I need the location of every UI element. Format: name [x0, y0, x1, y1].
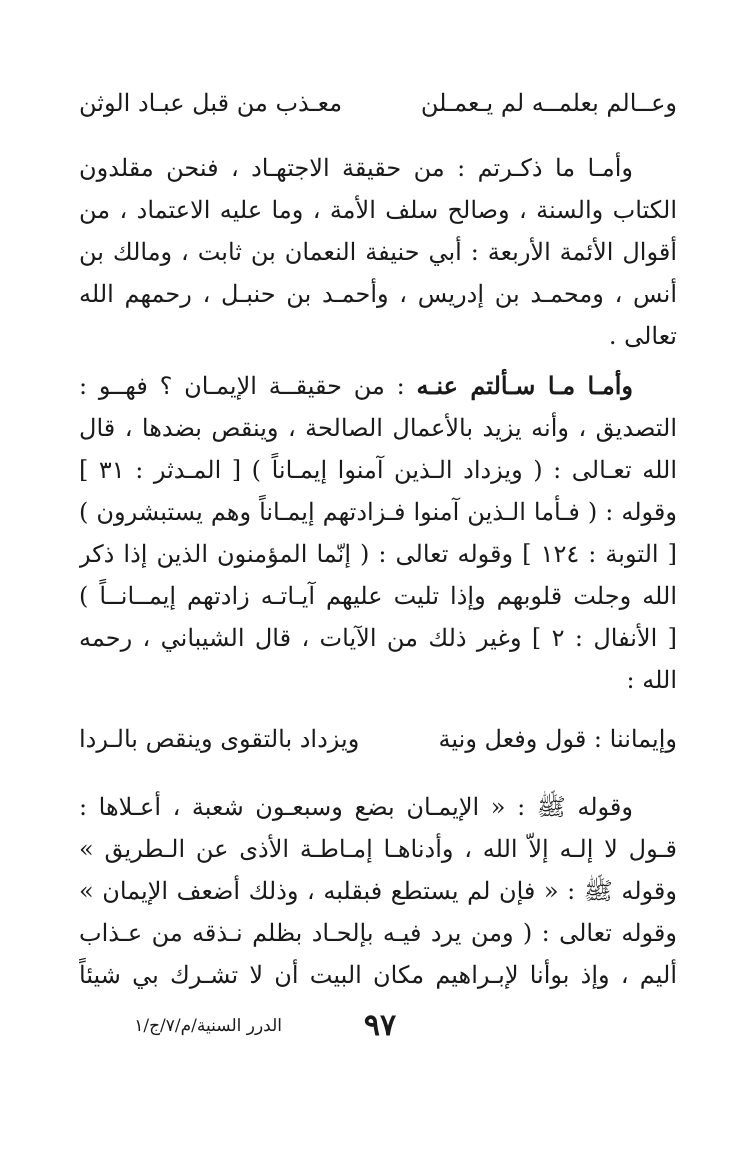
- verse-line-middle: [79, 718, 677, 760]
- paragraph-line: وقوله تعالى : ( ومن يرد فيـه بإلحـاد بظلم نـذقه من عـذاب: [79, 919, 677, 947]
- paragraph-line: وقوله : ( فـأما الـذين آمنوا فـزادتهم إيمـاناً وهم يستبشرون ): [79, 498, 677, 526]
- paragraph-line: تعالى .: [608, 322, 677, 350]
- paragraph-line: [ الأنفال : ٢ ] وغير ذلك من الآيات ، قال الشيباني ، رحمه: [79, 624, 677, 652]
- paragraph-line: قـول لا إلـه إلاّ الله ، وأدناهـا إمـاطـة الأذى عن الـطريق »: [79, 835, 677, 863]
- page-number: ٩٧: [363, 1008, 397, 1043]
- verse-hemistich-right: وعــالم بعلمــه لم يـعمـلن: [420, 89, 677, 117]
- paragraph-line: التصديق ، وأنه يزيد بالأعمال الصالحة ، وينقص بضدها ، قال: [79, 414, 677, 442]
- paragraph-line: وأمـا ما ذكـرتم : من حقيقة الاجتهـاد ، فنحن مقلدون: [79, 154, 633, 182]
- paragraph-heading-line: [79, 365, 677, 407]
- section-lead-rest: : من حقيقــة الإيمـان ؟ فهــو :: [79, 372, 417, 400]
- paragraph-line: الله تعـالى : ( ويزداد الـذين آمنوا إيمـاناً ) [ المـدثر : ٣١ ]: [79, 456, 677, 484]
- verse-hemistich-left: ويزداد بالتقوى وينقص بالـردا: [79, 725, 360, 753]
- section-lead: وأمـا مـا سـألتم عنـه: [416, 371, 633, 400]
- paragraph-line: وقوله ﷺ : « الإيمـان بضع وسبعـون شعبة ، أعـلاها :: [79, 793, 633, 821]
- verse-line-top: [79, 82, 677, 124]
- verse-hemistich-right: وإيماننا : قول وفعل ونية: [438, 725, 677, 753]
- paragraph-line: الله وجلت قلوبهم وإذا تليت عليهم آيـاتـه زادتهم إيمــانــاً ): [79, 582, 677, 610]
- paragraph-line: أنس ، ومحمـد بن إدريس ، وأحمـد بن حنبـل ، رحمهم الله: [79, 280, 677, 308]
- paragraph-line: وقوله ﷺ : « فإن لم يستطع فبقلبه ، وذلك أضعف الإيمان »: [79, 877, 677, 905]
- paragraph-line: [ التوبة : ١٢٤ ] وقوله تعالى : ( إنّما المؤمنون الذين إذا ذكر: [79, 540, 677, 568]
- paragraph-line: أليم ، وإذ بوأنا لإبـراهيم مكان البيت أن لا تشـرك بي شيئاً: [79, 961, 677, 989]
- paragraph-line: أقوال الأئمة الأربعة : أبي حنيفة النعمان بن ثابت ، ومالك بن: [79, 238, 677, 266]
- verse-hemistich-left: معـذب من قبل عبـاد الوثن: [79, 89, 343, 117]
- paragraph-line: الكتاب والسنة ، وصالح سلف الأمة ، وما عليه الاعتماد ، من: [79, 196, 677, 224]
- paragraph-line: الله :: [626, 666, 677, 694]
- source-reference: الدرر السنية/م/٧/ج/١: [134, 1016, 282, 1036]
